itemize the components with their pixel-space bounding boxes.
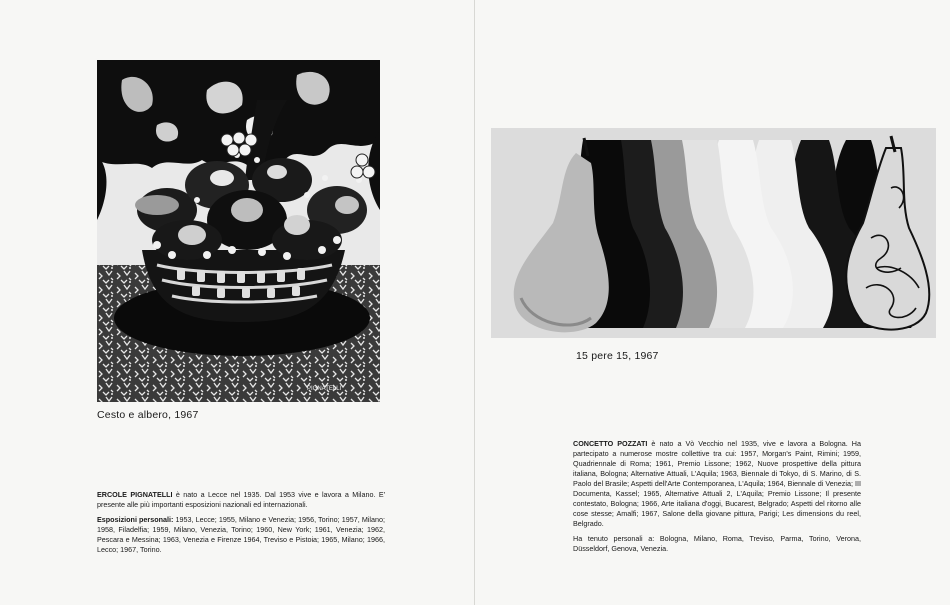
left-page (0, 0, 474, 605)
solo-exhibitions-paragraph: Ha tenuto personali a: Bologna, Milano, Roma, Treviso, Parma, Torino, Verona, Düsseldorf, Genova, Venezia. (573, 534, 861, 553)
artwork-fifteen-pears (491, 128, 936, 338)
exhibitions-paragraph (97, 515, 385, 555)
bio-text-left: è nato a Lecce nel 1935. Dal 1953 vive e lavora a Milano. E' presente alle più importanti esposizioni nazionali ed internazionali. (97, 490, 386, 509)
exhibitions-text: 1953, Lecce; 1955, Milano e Venezia; 1956, Torino; 1957, Milano; 1958, Filadelfia; 1959, Milano, Venezia, Torino; 1960, New York; 1961, Venezia; 1962, Pescara e Messina; 1963, Venezia e Firenze 1964, Treviso e Pistoia; 1965, Milano; 1966, Lecco; 1967, Torino. (97, 515, 386, 554)
artwork-caption-left: Cesto e albero, 1967 (97, 409, 199, 421)
pears-illustration (491, 128, 936, 338)
exhibitions-label: Esposizioni personali: (97, 515, 174, 524)
painting-signature: PIGNATELLI (307, 386, 342, 392)
bio-paragraph (97, 490, 385, 510)
artist-name-right: CONCETTO POZZATI (573, 439, 648, 448)
artist-bio-right (573, 439, 861, 559)
right-page (475, 0, 950, 605)
artist-name-left: ERCOLE PIGNATELLI (97, 490, 173, 499)
artist-bio-left (97, 490, 385, 560)
artwork-caption-right: 15 pere 15, 1967 (576, 350, 659, 362)
artwork-basket-and-tree (97, 60, 380, 402)
bio-paragraph (573, 439, 861, 529)
basket-tree-illustration (97, 60, 380, 402)
bio-text-right: è nato a Vò Vecchio nel 1935, vive e lavora a Bologna. Ha partecipato a numerose mostre collettive tra cui: 1957, Morgan's Paint, Rimini; 1959, Quadriennale di Roma; 1961, Premio Lissone; 1962, Nuove prospettive della pittura italiana, Bologna; Alternative Attuali, L'Aquila; 1963, Biennale di Tokyo, di S. Marino, di S. Paolo del Brasile; Aspetti dell'Arte Contemporanea, L'Aquila; 1964, Biennale di Venezia; III Documenta, Kassel; 1965, Alternative Attuali 2, L'Aquila; Premio Lissone; Il presente contestato, Bologna; 1966, Arte italiana d'oggi, Bucarest, Belgrado; Aspetti del ritorno alle cose stesse; Amalfi; 1967, Salone della giovane pittura, Parigi; Les dimensions du reel, Belgrado. (573, 439, 861, 528)
